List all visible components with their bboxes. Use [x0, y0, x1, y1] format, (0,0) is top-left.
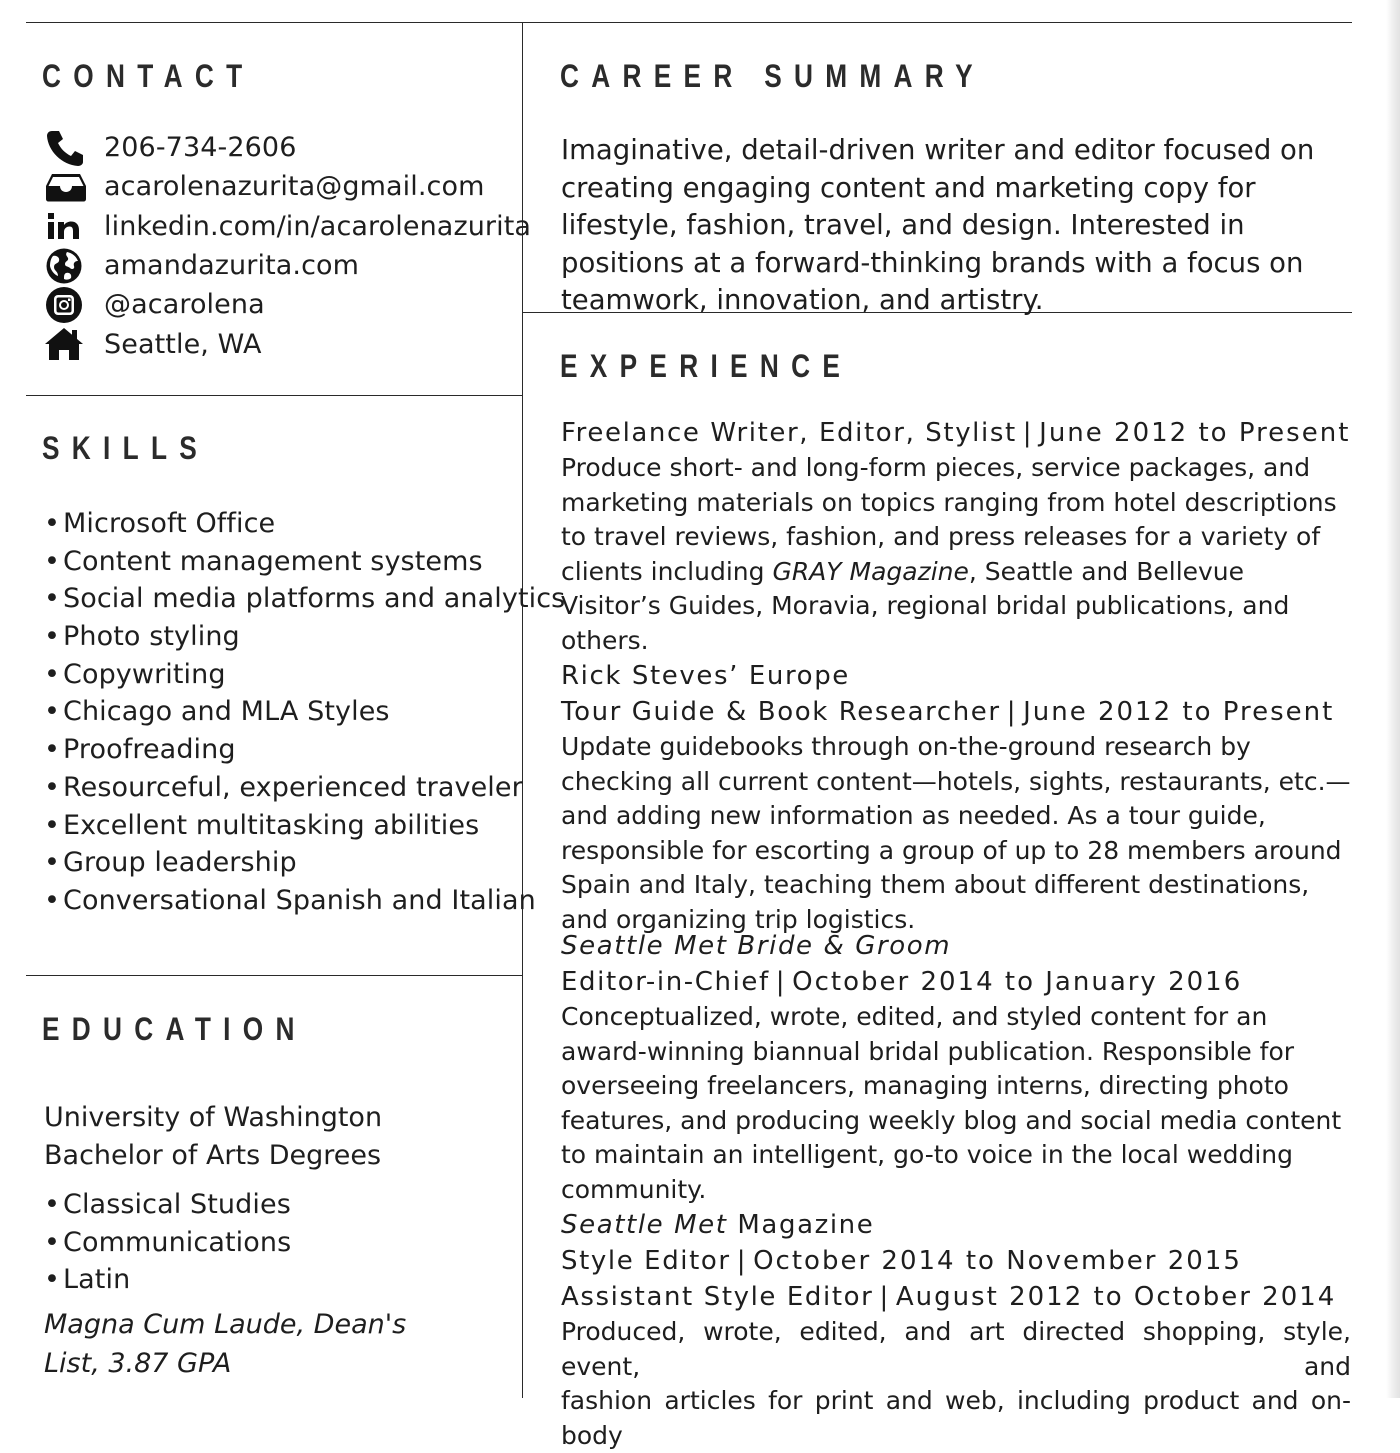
phone-icon — [44, 128, 92, 167]
skill-text: Chicago and MLA Styles — [63, 696, 390, 728]
list-item — [44, 580, 565, 618]
job-title: Editor-in-Chief — [561, 967, 770, 997]
skill-text: Resourceful, experienced traveler — [63, 771, 523, 803]
organization — [561, 1207, 1351, 1243]
list-item — [44, 769, 565, 807]
job-description: Update guidebooks through on-the-ground research by checking all current content—hotels, sights, restaurants, etc.—and adding new information as needed. As a tour guide, responsible for escorting a group of up to 28 members around Spain and Italy, teaching them about different destinations, and organizing trip logistics. — [561, 732, 1351, 934]
contact-text: Seattle, WA — [104, 328, 262, 360]
skill-text: Social media platforms and analytics — [63, 583, 566, 615]
contact-text: 206-734-2606 — [104, 132, 297, 164]
job-title-line — [561, 694, 1351, 730]
contact-list — [44, 128, 531, 364]
job-dates: August 2012 to October 2014 — [895, 1282, 1337, 1312]
major-text: Classical Studies — [63, 1189, 291, 1220]
major-text: Communications — [63, 1226, 292, 1258]
bullet: • — [44, 809, 61, 841]
desc-text: Produce short- and long-form pieces, service packages, and marketing materials on topics ranging from hotel descriptions to travel reviews, fashion, and press releases for a variety of clients including — [561, 453, 1337, 586]
skill-text: Photo styling — [63, 621, 240, 653]
education-heading: EDUCATION — [42, 1011, 307, 1047]
contact-text: amandazurita.com — [104, 250, 360, 282]
skill-text: Excellent multitasking abilities — [63, 809, 480, 841]
skill-text: Copywriting — [63, 658, 226, 690]
bullet: • — [44, 583, 61, 615]
skill-text: Conversational Spanish and Italian — [63, 884, 536, 916]
job-dates: October 2014 to January 2016 — [792, 967, 1243, 997]
job-entry — [561, 928, 1351, 1207]
bullet: • — [44, 847, 61, 879]
list-item — [44, 882, 565, 920]
job-description: Conceptualized, wrote, edited, and styled content for an award-winning biannual bridal publication. Responsible for overseeing freelancers, managing interns, directing photo features, and producing weekly blog and social media content to maintain an intelligent, go-to voice in the local wedding community. — [561, 1002, 1342, 1204]
organization — [561, 928, 1351, 964]
bullet: • — [44, 696, 61, 728]
list-item — [44, 693, 565, 731]
separator: | — [736, 1246, 748, 1276]
list-item — [44, 505, 565, 543]
skills-list — [44, 505, 565, 920]
skill-text: Content management systems — [63, 545, 483, 577]
organization: Rick Steves’ Europe — [561, 661, 850, 691]
skill-text: Proofreading — [63, 734, 236, 766]
job-description — [561, 451, 1351, 658]
honors: Magna Cum Laude, Dean's List, 3.87 GPA — [44, 1309, 407, 1379]
career-summary-text: Imaginative, detail-driven writer and editor focused on creating engaging content and marketing copy for lifestyle, fashion, travel, and design. Interested in positions at a forward-thinking brands with a focus on teamwork, innovation, and artistry. — [561, 134, 1315, 316]
publication-name: GRAY Magazine — [772, 556, 969, 586]
email-icon — [44, 167, 92, 206]
bullet: • — [44, 658, 61, 690]
contact-text: linkedin.com/in/acarolenazurita — [104, 210, 532, 242]
instagram-icon — [44, 285, 92, 324]
skills-heading: SKILLS — [42, 430, 210, 466]
skill-text: Group leadership — [63, 847, 297, 879]
job-title: Style Editor — [561, 1246, 731, 1276]
separator: | — [775, 967, 787, 997]
contact-text: acarolenazurita@gmail.com — [104, 171, 485, 203]
list-item — [44, 844, 565, 882]
school-name: University of Washington — [44, 1102, 383, 1133]
page-edge-shadow — [1386, 0, 1400, 1398]
list-item — [44, 656, 565, 694]
degree: Bachelor of Arts Degrees — [44, 1140, 382, 1171]
bullet: • — [44, 1226, 61, 1258]
skill-text: Microsoft Office — [63, 508, 276, 539]
job-description-line: Produced, wrote, edited, and art directed shopping, style, event, and — [561, 1317, 1351, 1381]
home-icon — [44, 325, 92, 364]
list-item — [44, 1186, 291, 1224]
contact-heading: CONTACT — [42, 58, 255, 94]
bullet: • — [44, 734, 61, 766]
contact-text: @acarolena — [104, 289, 265, 321]
list-item — [44, 807, 565, 845]
list-item — [44, 543, 565, 581]
job-dates: June 2012 to Present — [1039, 418, 1351, 448]
globe-icon — [44, 246, 92, 285]
job-entry — [561, 1207, 1351, 1453]
list-item — [44, 618, 565, 656]
bullet: • — [44, 545, 61, 577]
bullet: • — [44, 884, 61, 916]
bullet: • — [44, 1264, 61, 1296]
job-title-line — [561, 415, 1351, 451]
list-item — [44, 731, 565, 769]
contact-skills-divider — [26, 395, 523, 396]
list-item — [44, 1261, 291, 1299]
bullet: • — [44, 771, 61, 803]
contact-phone — [44, 128, 531, 167]
separator: | — [1022, 418, 1034, 448]
skills-education-divider — [26, 975, 523, 976]
organization-suffix: Magazine — [727, 1210, 875, 1240]
separator: | — [879, 1282, 890, 1312]
bullet: • — [44, 621, 61, 653]
job-dates: June 2012 to Present — [1023, 697, 1335, 727]
contact-email — [44, 167, 531, 206]
job-title-line — [561, 964, 1351, 1000]
bullet: • — [44, 1189, 61, 1220]
experience-heading: EXPERIENCE — [560, 348, 853, 384]
job-title: Freelance Writer, Editor, Stylist — [561, 418, 1017, 448]
job-dates: October 2014 to November 2015 — [753, 1246, 1242, 1276]
list-item — [44, 1224, 291, 1262]
job-description-line: fashion articles for print and web, including product and on-body — [561, 1386, 1351, 1450]
organization-name: Seattle Met Bride & Groom — [561, 931, 952, 961]
linkedin-icon — [44, 207, 92, 246]
contact-website — [44, 246, 531, 285]
desc-text: , Seattle and Bellevue Visitor’s Guides, Moravia, regional bridal publications, and others. — [561, 556, 1290, 655]
contact-location — [44, 324, 531, 363]
career-summary-heading: CAREER SUMMARY — [560, 58, 985, 94]
majors-list — [44, 1186, 291, 1299]
job-title: Assistant Style Editor — [561, 1282, 874, 1312]
job-entry — [561, 658, 1351, 937]
top-rule — [26, 22, 1352, 23]
contact-linkedin — [44, 207, 531, 246]
job-title: Tour Guide & Book Researcher — [561, 697, 1001, 727]
job-title-line — [561, 1279, 1351, 1315]
organization-name: Seattle Met — [561, 1210, 728, 1240]
separator: | — [1006, 697, 1018, 727]
job-entry — [561, 415, 1351, 658]
bullet: • — [44, 508, 61, 539]
major-text: Latin — [63, 1264, 131, 1296]
job-title-line — [561, 1243, 1351, 1279]
contact-instagram — [44, 285, 531, 324]
